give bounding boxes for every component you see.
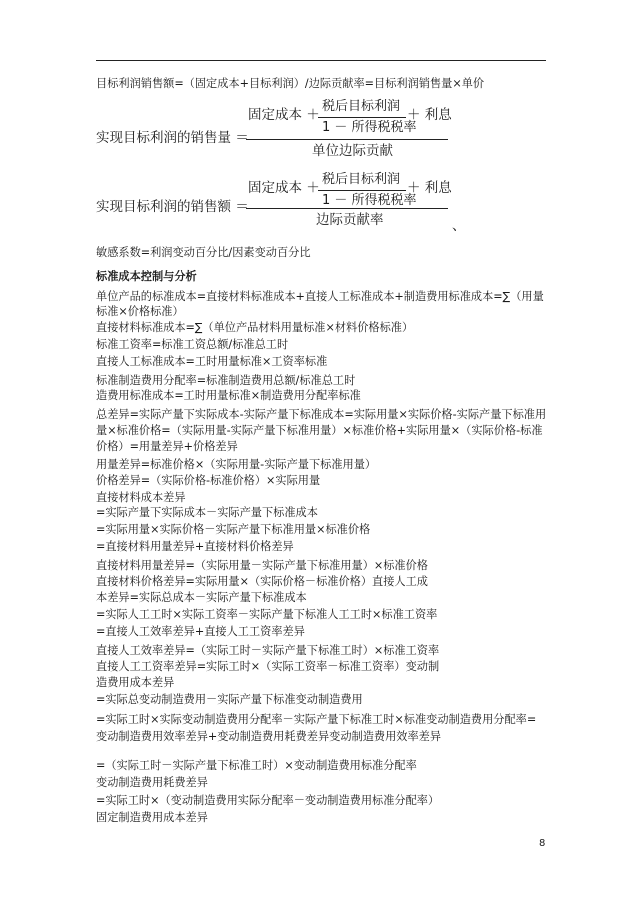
text-line: 价格）=用量差异+价格差异 — [96, 440, 238, 453]
text-line: 直接人工效率差异=（实际工时－实际产量下标准工时）×标准工资率 — [96, 644, 440, 657]
text-line: =直接人工效率差异+直接人工工资率差异 — [96, 625, 305, 638]
text-line: 直接人工标准成本=工时用量标准×工资率标准 — [96, 355, 328, 368]
text-line: 造费用标准成本=工时用量标准×制造费用分配率标准 — [96, 389, 361, 402]
text-line: 总差异=实际产量下实际成本-实际产量下标准成本=实际用量×实际价格-实际产量下标准用 — [96, 408, 547, 421]
text-line: 直接人工工资率差异=实际工时×（实际工资率－标准工资率）变动制 — [96, 660, 440, 673]
text-line: =（实际工时－实际产量下标准工时）×变动制造费用标准分配率 — [96, 759, 417, 772]
formula1-denominator: 单位边际贡献 — [312, 143, 393, 159]
formula2-fixed-cost: 固定成本 ＋ — [248, 180, 320, 196]
formula1-inner-fraction-bar — [318, 117, 406, 118]
text-line: 用量差异=标准价格×（实际用量-实际产量下标准用量） — [96, 458, 377, 471]
text-line: 直接材料标准成本=∑（单位产品材料用量标准×材料价格标准） — [96, 321, 414, 334]
text-line: =实际工时×（变动制造费用实际分配率－变动制造费用标准分配率） — [96, 794, 440, 807]
formula1-after-tax-profit: 税后目标利润 — [322, 99, 401, 114]
text-line: =实际工时×实际变动制造费用分配率－实际产量下标准工时×标准变动制造费用分配率= — [96, 713, 537, 726]
text-line: 直接材料用量差异=（实际用量－实际产量下标准用量）×标准价格 — [96, 559, 428, 572]
formula1-plus-interest: ＋ 利息 — [407, 107, 452, 123]
formula2-one-minus-tax-rate: 1 － 所得税税率 — [322, 193, 417, 208]
formula2-main-fraction-bar — [246, 208, 448, 209]
text-line: 造费用成本差异 — [96, 676, 175, 689]
text-line: =实际人工工时×实际工资率－实际产量下标准人工工时×标准工资率 — [96, 608, 438, 621]
text-line: 直接材料价格差异=实际用量×（实际价格－标准价格）直接人工成 — [96, 575, 428, 588]
formula1-one-minus-tax-rate: 1 － 所得税税率 — [322, 120, 417, 135]
text-line: 标准工资率=标准工资总额/标准总工时 — [96, 338, 289, 351]
formula1-fixed-cost: 固定成本 ＋ — [248, 107, 320, 123]
formula2-plus-interest: ＋ 利息 — [407, 180, 452, 196]
text-line: 量×标准价格=（实际用量-实际产量下标准用量）×标准价格+实际用量×（实际价格-标准 — [96, 424, 543, 437]
text-line: 变动制造费用耗费差异 — [96, 776, 208, 789]
text-line: =实际用量×实际价格－实际产量下标准用量×标准价格 — [96, 523, 371, 536]
formula2-inner-fraction-bar — [318, 190, 406, 191]
text-line: =实际产量下实际成本－实际产量下标准成本 — [96, 506, 318, 519]
formula1-lhs: 实现目标利润的销售量 ＝ — [96, 130, 249, 146]
formula2-after-tax-profit: 税后目标利润 — [322, 172, 401, 187]
text-line: 直接材料成本差异 — [96, 491, 186, 504]
page-number: 8 — [539, 838, 546, 849]
formula1-main-fraction-bar — [246, 139, 448, 140]
text-line: 本差异=实际总成本－实际产量下标准成本 — [96, 591, 307, 604]
target-profit-sales-line: 目标利润销售额=（固定成本+目标利润）/边际贡献率=目标利润销售量×单价 — [96, 77, 485, 90]
text-line: =实际总变动制造费用－实际产量下标准变动制造费用 — [96, 693, 363, 706]
text-line: 变动制造费用效率差异+变动制造费用耗费差异变动制造费用效率差异 — [96, 730, 442, 743]
text-line: 固定制造费用成本差异 — [96, 811, 208, 824]
formula2-lhs: 实现目标利润的销售额 ＝ — [96, 199, 249, 215]
formula2-trailing-mark: 、 — [452, 218, 466, 234]
text-line: =直接材料用量差异+直接材料价格差异 — [96, 540, 294, 553]
text-line: 单位产品的标准成本=直接材料标准成本+直接人工标准成本+制造费用标准成本=∑（用量 — [96, 290, 544, 303]
text-line: 价格差异=（实际价格-标准价格）×实际用量 — [96, 474, 321, 487]
header-rule — [96, 60, 546, 61]
text-line: 标准制造费用分配率=标准制造费用总额/标准总工时 — [96, 374, 356, 387]
formula2-denominator: 边际贡献率 — [316, 212, 384, 228]
sensitivity-coefficient-line: 敏感系数=利润变动百分比/因素变动百分比 — [96, 246, 311, 259]
text-line: 标准×价格标准） — [96, 305, 184, 318]
section-heading: 标准成本控制与分析 — [96, 270, 197, 283]
